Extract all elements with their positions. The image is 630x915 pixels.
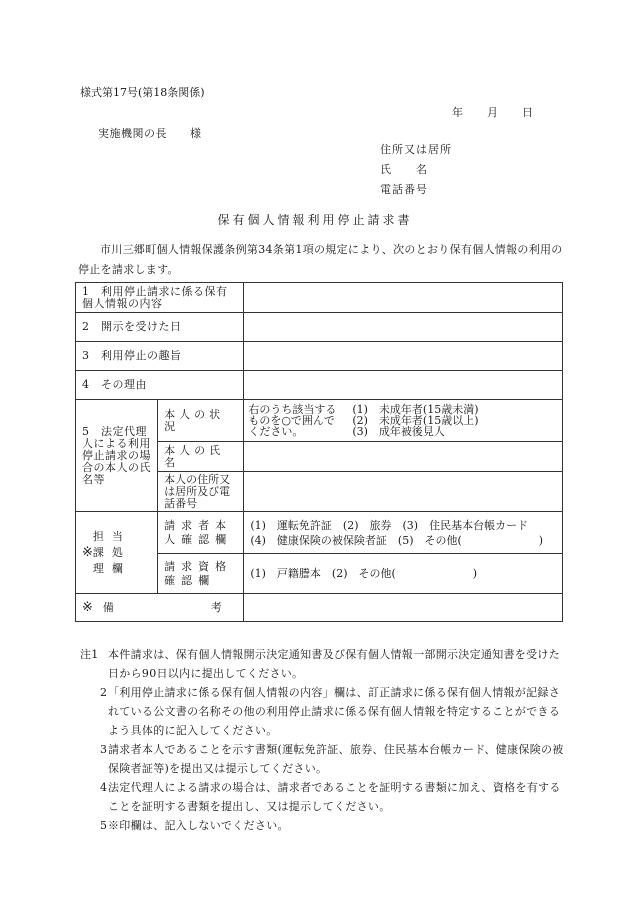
status-option-minor-over15[interactable]: (2) 未成年者(15歳以上) xyxy=(352,414,479,427)
status-option-minor-under15[interactable]: (1) 未成年者(15歳未満) xyxy=(352,403,479,416)
note-item xyxy=(80,645,566,683)
status-option-adult-ward[interactable]: (3) 成年被後見人 xyxy=(352,425,445,438)
person-name-field[interactable] xyxy=(244,442,563,472)
note-item xyxy=(80,816,566,835)
qualification-options[interactable]: (1) 戸籍謄本 (2) その他( ) xyxy=(244,554,563,594)
note-number: 3 xyxy=(100,743,108,756)
row-reason-label: 4 その理由 xyxy=(76,371,244,400)
note-item xyxy=(80,740,566,778)
id-confirmation-label: 請求者本人確認欄 xyxy=(158,512,244,554)
note-number: 4 xyxy=(100,781,108,794)
note-item xyxy=(80,683,566,740)
document-title: 保有個人情報利用停止請求書 xyxy=(217,213,413,227)
applicant-address-label: 住所又は居所 xyxy=(380,143,452,156)
id-options-line2[interactable]: (4) 健康保険の被保険者証 (5) その他( ) xyxy=(250,533,544,547)
date-day-label: 日 xyxy=(522,106,533,119)
person-status-label: 本人の状況 xyxy=(158,400,244,442)
staff-mark-asterisk: ※ xyxy=(82,544,93,560)
note-text: 「利用停止請求に係る保有個人情報の内容」欄は、訂正請求に係る保有個人情報が記録されている公文書の名称その他の利用停止請求に係る保有個人情報を特定することができるよう具体的に記入してください。 xyxy=(108,686,560,737)
id-options-line1[interactable]: (1) 運転免許証 (2) 旅券 (3) 住民基本台帳カード xyxy=(250,518,529,532)
intro-text: 市川三郷町個人情報保護条例第34条第1項の規定により、次のとおり保有個人情報の利用の停止を請求します。 xyxy=(78,243,563,276)
request-form-table xyxy=(75,282,563,622)
row-disclosure-date-field[interactable] xyxy=(244,313,563,342)
note-item xyxy=(80,778,566,816)
remarks-mark-asterisk: ※ xyxy=(82,599,93,615)
person-status-hint: 右のうち該当するものを○で囲んでください。 xyxy=(248,403,337,438)
row-disclosure-date-label: 2 開示を受けた日 xyxy=(76,313,244,342)
legal-representative-label: 5 法定代理人による利用停止請求の場合の本人の氏名等 xyxy=(76,400,158,512)
staff-processing-section xyxy=(76,512,158,594)
note-number: 2 xyxy=(100,686,108,699)
row-content-label: 1 利用停止請求に係る保有個人情報の内容 xyxy=(76,283,244,313)
note-number: 5 xyxy=(100,819,108,832)
form-number: 様式第17号(第18条関係) xyxy=(80,86,205,99)
person-address-field[interactable] xyxy=(244,472,563,512)
row-purpose-field[interactable] xyxy=(244,342,563,371)
staff-processing-label: 担当課処理欄 xyxy=(92,529,131,575)
note-number: 注1 xyxy=(80,648,99,661)
row-content-field[interactable] xyxy=(244,283,563,313)
person-address-label: 本人の住所又は居所及び電話番号 xyxy=(158,472,244,512)
row-purpose-label: 3 利用停止の趣旨 xyxy=(76,342,244,371)
person-name-label: 本人の氏名 xyxy=(158,442,244,472)
note-text: 本件請求は、保有個人情報開示決定通知書及び保有個人情報一部開示決定通知書を受けた日から90日以内に提出してください。 xyxy=(108,648,560,680)
addressee: 実施機関の長 様 xyxy=(98,127,202,140)
note-text: 請求者本人であることを示す書類(運転免許証、旅券、住民基本台帳カード、健康保険の被保険者証等)を提出又は提示してください。 xyxy=(108,743,564,775)
applicant-name-label: 氏 名 xyxy=(380,163,428,176)
applicant-phone-label: 電話番号 xyxy=(380,183,428,196)
notes-section xyxy=(80,645,566,835)
note-text: 法定代理人による請求の場合は、請求者であることを証明する書類に加え、資格を有することを証明する書類を提出し、又は提示してください。 xyxy=(108,781,561,813)
date-year-label: 年 xyxy=(452,106,463,119)
note-text: ※印欄は、記入しないでください。 xyxy=(108,819,289,832)
remarks-field[interactable] xyxy=(244,594,563,622)
qualification-confirmation-label: 請求資格確認欄 xyxy=(158,554,244,594)
row-reason-field[interactable] xyxy=(244,371,563,400)
date-month-label: 月 xyxy=(487,106,498,119)
remarks-label: 備 考 xyxy=(102,600,223,614)
